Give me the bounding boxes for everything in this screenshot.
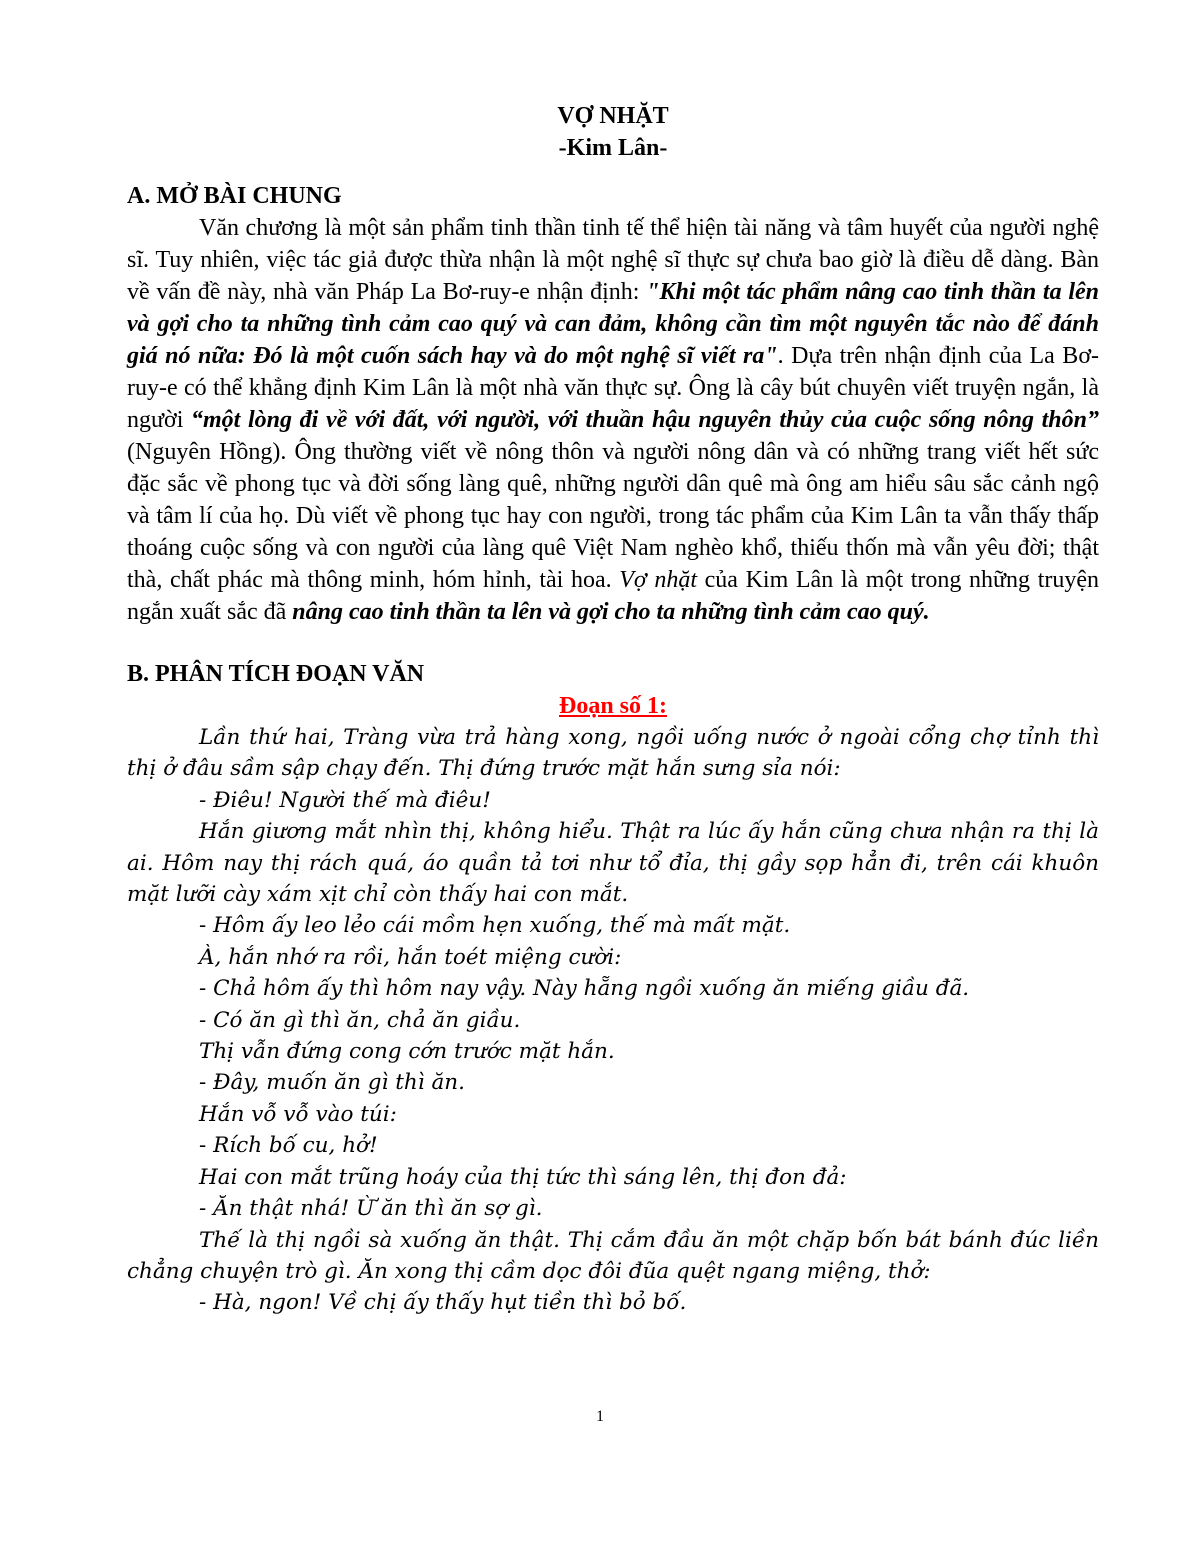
excerpt-line: - Rích bố cu, hở! [199,1133,378,1159]
section-b-heading: B. PHÂN TÍCH ĐOẠN VĂN [127,661,425,687]
excerpt-line: Hắn vỗ vỗ vào túi: [199,1101,397,1127]
excerpt-title: Đoạn số 1: [558,693,667,719]
excerpt-line: - Điêu! Người thế mà điêu! [199,787,491,813]
excerpt-line: - Hà, ngon! Về chị ấy thấy hụt tiền thì bỏ bố. [199,1290,687,1316]
excerpt-line: Lần thứ hai, Tràng vừa trả hàng xong, ngồi uống nước ở ngoài cổng chợ tỉnh thì thị ở đâu sầm sập chạy đến. Thị đứng trước mặt hắn sưng sỉa nói: [127,725,1099,782]
excerpt-line: Hắn giương mắt nhìn thị, không hiểu. Thật ra lúc ấy hắn cũng chưa nhận ra thị là ai. Hôm nay thị rách quá, áo quần tả tơi như tổ đỉa, thị gầy sọp hẳn đi, trên cái khuôn mặt lưỡi cày xám xịt chỉ còn thấy hai con mắt. [127,819,1099,908]
intro-text-4: của Kim Lân là một trong những truyện ngắn xuất sắc đã [127,567,1100,625]
excerpt-line: Hai con mắt trũng hoáy của thị tức thì sáng lên, thị đon đả: [199,1164,847,1190]
closing-quote: nâng cao tinh thần ta lên và gợi cho ta những tình cảm cao quý. [292,599,930,625]
excerpt-line: - Có ăn gì thì ăn, chả ăn giầu. [199,1007,521,1033]
intro-text-2: . Dựa trên nhận định của La Bơ-ruy-e có thể khẳng định Kim Lân là một nhà văn thực sự. Ông là cây bút chuyên viết truyện ngắn, là người [127,343,1099,433]
intro-text-1: Văn chương là một sản phẩm tinh thần tinh tế thể hiện tài năng và tâm huyết của người nghệ sĩ. Tuy nhiên, việc tác giả được thừa nhận là một nghệ sĩ thực sự chưa bao giờ là điều dễ dàng. Bàn về vấn đề này, nhà văn Pháp La Bơ-ruy-e nhận định: [127,215,1099,305]
excerpt-body [127,722,1099,1319]
intro-paragraph [127,212,1099,628]
page-number: 1 [596,1408,604,1425]
document-author: -Kim Lân- [558,135,668,161]
excerpt-line: - Đây, muốn ăn gì thì ăn. [199,1070,465,1096]
excerpt-line: À, hắn nhớ ra rồi, hắn toét miệng cười: [199,944,622,970]
excerpt-line: Thế là thị ngồi sà xuống ăn thật. Thị cắm đầu ăn một chặp bốn bát bánh đúc liền chẳng chuyện trò gì. Ăn xong thị cầm dọc đôi đũa quệt ngang miệng, thở: [127,1227,1099,1284]
la-bruyere-quote: "Khi một tác phẩm nâng cao tinh thần ta lên và gợi cho ta những tình cảm cao quý và can đảm, không cần tìm một nguyên tắc nào để đánh giá nó nữa: Đó là một cuốn sách hay và do một nghệ sĩ viết ra" [127,279,1099,369]
excerpt-line: - Ăn thật nhá! Ừ ăn thì ăn sợ gì. [199,1196,543,1222]
nguyen-hong-quote: “một lòng đi về với đất, với người, với thuần hậu nguyên thủy của cuộc sống nông thôn” [191,407,1099,433]
excerpt-line: - Hôm ấy leo lẻo cái mồm hẹn xuống, thế mà mất mặt. [199,913,791,939]
document-title: VỢ NHẶT [557,103,669,129]
excerpt-line: - Chả hôm ấy thì hôm nay vậy. Này hẵng ngồi xuống ăn miếng giầu đã. [199,976,970,1002]
section-a-heading: A. MỞ BÀI CHUNG [127,183,342,209]
excerpt-line: Thị vẫn đứng cong cớn trước mặt hắn. [199,1039,615,1065]
page-content [127,100,1099,1319]
intro-text-3: (Nguyên Hồng). Ông thường viết về nông thôn và người nông dân và có những trang viết hết sức đặc sắc về phong tục và đời sống làng quê, những người dân quê mà ông am hiểu sâu sắc cảnh ngộ và tâm lí của họ. Dù viết về phong tục hay con người, trong tác phẩm của Kim Lân ta vẫn thấy thấp thoáng cuộc sống và con người của làng quê Việt Nam nghèo khổ, thiếu thốn mà vẫn yêu đời; thật thà, chất phác mà thông minh, hóm hỉnh, tài hoa. [127,439,1099,593]
work-title: Vợ nhặt [619,567,698,593]
